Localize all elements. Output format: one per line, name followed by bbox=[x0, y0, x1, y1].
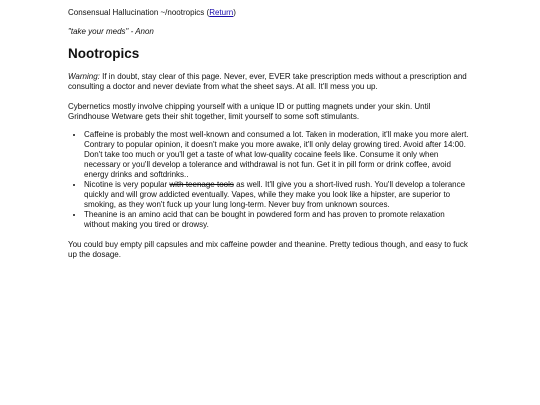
site-header bbox=[68, 8, 472, 18]
quote-attribution: - Anon bbox=[128, 27, 154, 36]
warning-paragraph bbox=[68, 72, 472, 92]
nicotine-struck-text: with teenage tools bbox=[169, 180, 234, 189]
nicotine-text-after: as well. It'll give you a short-lived rush. You'll develop a tolerance quickly and will grow addicted eventually. Vapes, while they make you look like a hipster, are superior to smoking, as they won't fuck up your lung long-term. Never buy from unknown sources. bbox=[84, 180, 466, 209]
paren-open: ( bbox=[206, 8, 210, 17]
warning-label: Warning: bbox=[68, 72, 100, 81]
page-title: Nootropics bbox=[68, 46, 140, 61]
nicotine-text-before: Nicotine is very popular bbox=[84, 180, 170, 189]
closing-paragraph: You could buy empty pill capsules and mix caffeine powder and theanine. Pretty tedious though, and easy to fuck up the dosage. bbox=[68, 240, 468, 259]
list-item-theanine: • Theanine is an amino acid that can be bought in powdered form and has proven to promote relaxation without making you tired or drowsy. bbox=[84, 210, 472, 230]
return-link[interactable]: Return bbox=[209, 8, 234, 17]
quote bbox=[68, 27, 472, 37]
site-path: Consensual Hallucination ~/nootropics bbox=[68, 8, 207, 17]
paren-close: ) bbox=[233, 8, 236, 17]
quote-text: "take your meds" bbox=[68, 27, 129, 36]
warning-text: If in doubt, stay clear of this page. Never, ever, EVER take prescription meds without a prescription and consulting a doctor and never deviate from what the sheet says. At all. It'll mess you up. bbox=[68, 72, 467, 91]
list-item-caffeine: • Caffeine is probably the most well-known and consumed a lot. Taken in moderation, it'll make you more alert. Contrary to popular opinion, it doesn't make you more awake, it'll only delay growing tired. Avoid after 14:00. Don't take too much or you'll get a taste of what low-quality cocaine feels like. Consume it only when necessary or you'll develop a tolerance and withdrawal is not fun. Get it in pill form or drink coffee, avoid energy drinks and softdrinks.. bbox=[84, 130, 472, 180]
list-item-nicotine bbox=[84, 180, 472, 210]
intro-paragraph: Cybernetics mostly involve chipping yourself with a unique ID or putting magnets under your skin. Until Grindhouse Wetware gets their shit together, limit yourself to some soft stimulants. bbox=[68, 102, 431, 121]
nootropics-list bbox=[68, 130, 472, 230]
